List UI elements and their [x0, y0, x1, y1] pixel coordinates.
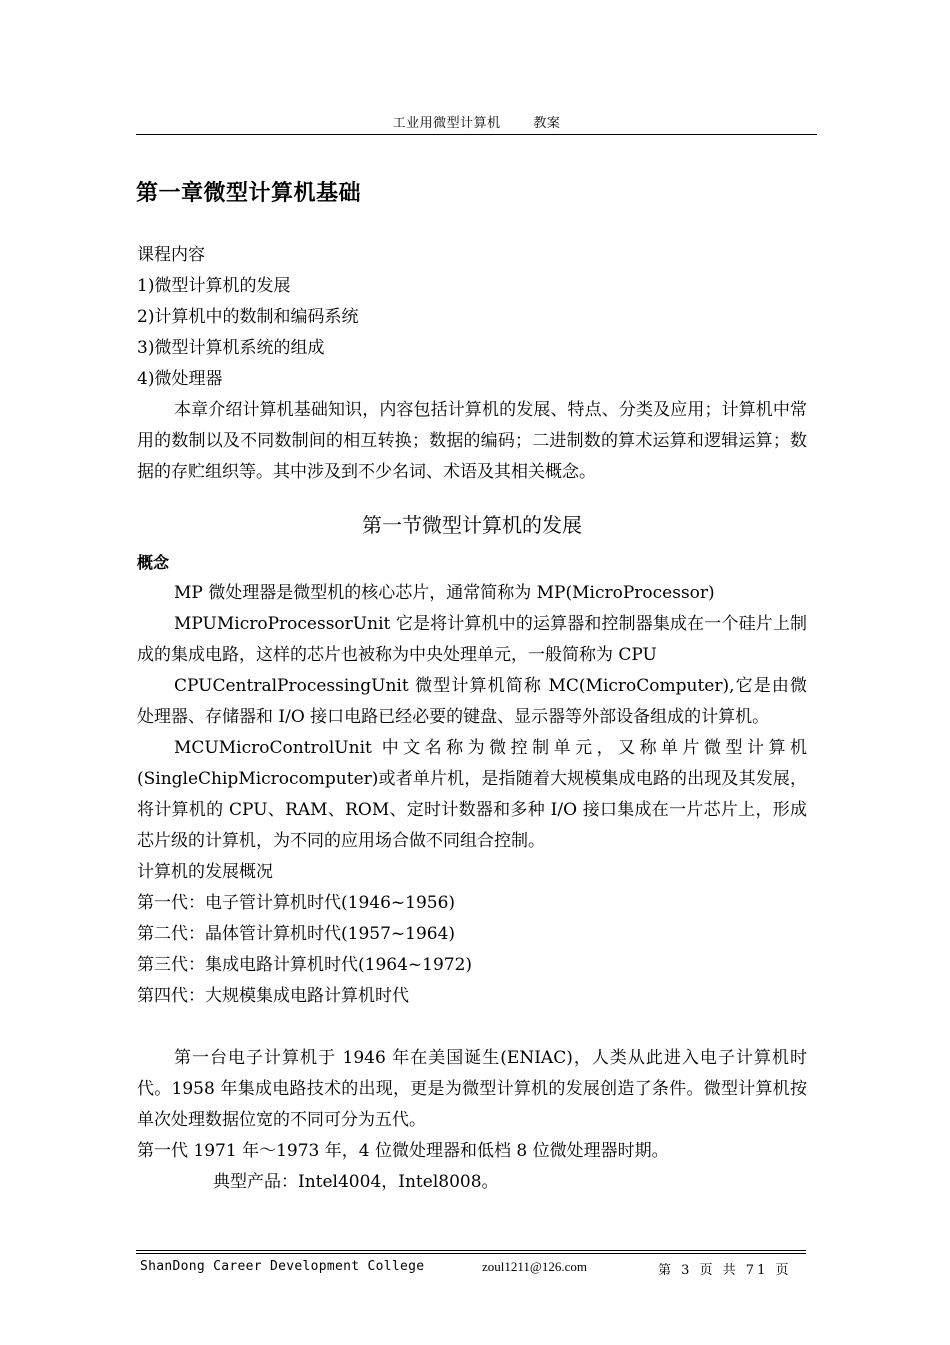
page-header [136, 112, 817, 131]
concept-heading: 概念 [137, 553, 170, 572]
blank-line [137, 1012, 807, 1043]
footer-page-number: 第 3 页 共 71 页 [658, 1263, 792, 1278]
course-content-label: 课程内容 [137, 245, 205, 265]
footer-divider [136, 1250, 806, 1251]
history-label: 计算机的发展概况 [137, 862, 273, 882]
header-divider [136, 134, 817, 135]
header-type: 教案 [533, 116, 561, 131]
generation-item: 第三代：集成电路计算机时代(1964~1972) [137, 955, 473, 975]
concept-paragraph: CPUCentralProcessingUnit 微型计算机简称 MC(MicroComputer),它是由微处理器、存储器和 I/O 接口电路已经必要的键盘、显示器等外部设备组成的计算机。 [137, 676, 807, 727]
footer-email: zoul1211@126.com [482, 1259, 588, 1274]
chapter-title: 第一章微型计算机基础 [136, 181, 362, 206]
generation-item: 第四代：大规模集成电路计算机时代 [137, 986, 409, 1006]
intro-paragraph: 本章介绍计算机基础知识，内容包括计算机的发展、特点、分类及应用；计算机中常用的数制以及不同数制间的相互转换；数据的编码；二进制数的算术运算和逻辑运算；数据的存贮组织等。其中涉及到不少名词、术语及其相关概念。 [137, 400, 807, 482]
generation-item: 第二代：晶体管计算机时代(1957~1964) [137, 924, 456, 944]
eniac-paragraph: 第一台电子计算机于 1946 年在美国诞生(ENIAC)，人类从此进入电子计算机时代。1958 年集成电路技术的出现，更是为微型计算机的发展创造了条件。微型计算机按单次处理数据位宽的不同可分为五代。 [137, 1048, 807, 1130]
course-item: 3)微型计算机系统的组成 [137, 338, 325, 358]
footer-divider [136, 1253, 806, 1254]
generation-item: 第一代：电子管计算机时代(1946~1956) [137, 893, 456, 913]
course-item: 2)计算机中的数制和编码系统 [137, 307, 359, 327]
concept-paragraph: MPUMicroProcessorUnit 它是将计算机中的运算器和控制器集成在一个硅片上制成的集成电路，这样的芯片也被称为中央处理单元，一般简称为 CPU [137, 614, 807, 665]
course-item: 1)微型计算机的发展 [137, 276, 291, 296]
header-course: 工业用微型计算机 [392, 116, 501, 131]
typical-products: 典型产品：Intel4004，Intel8008。 [213, 1172, 499, 1192]
footer-college: ShanDong Career Development College [140, 1259, 425, 1274]
first-gen-line: 第一代 1971 年～1973 年，4 位微处理器和低档 8 位微处理器时期。 [137, 1141, 669, 1161]
section-title: 第一节微型计算机的发展 [362, 513, 582, 537]
concept-paragraph: MCUMicroControlUnit 中文名称为微控制单元，又称单片微型计算机(SingleChipMicrocomputer)或者单片机，是指随着大规模集成电路的出现及其发展，将计算机的 CPU、RAM、ROM、定时计数器和多种 I/O 接口集成在一片芯片上，形成芯片级的计算机，为不同的应用场合做不同组合控制。 [137, 738, 807, 851]
course-item: 4)微处理器 [137, 369, 223, 389]
page-body [137, 240, 807, 1198]
concept-paragraph: MP 微处理器是微型机的核心芯片，通常简称为 MP(MicroProcessor) [174, 583, 715, 603]
